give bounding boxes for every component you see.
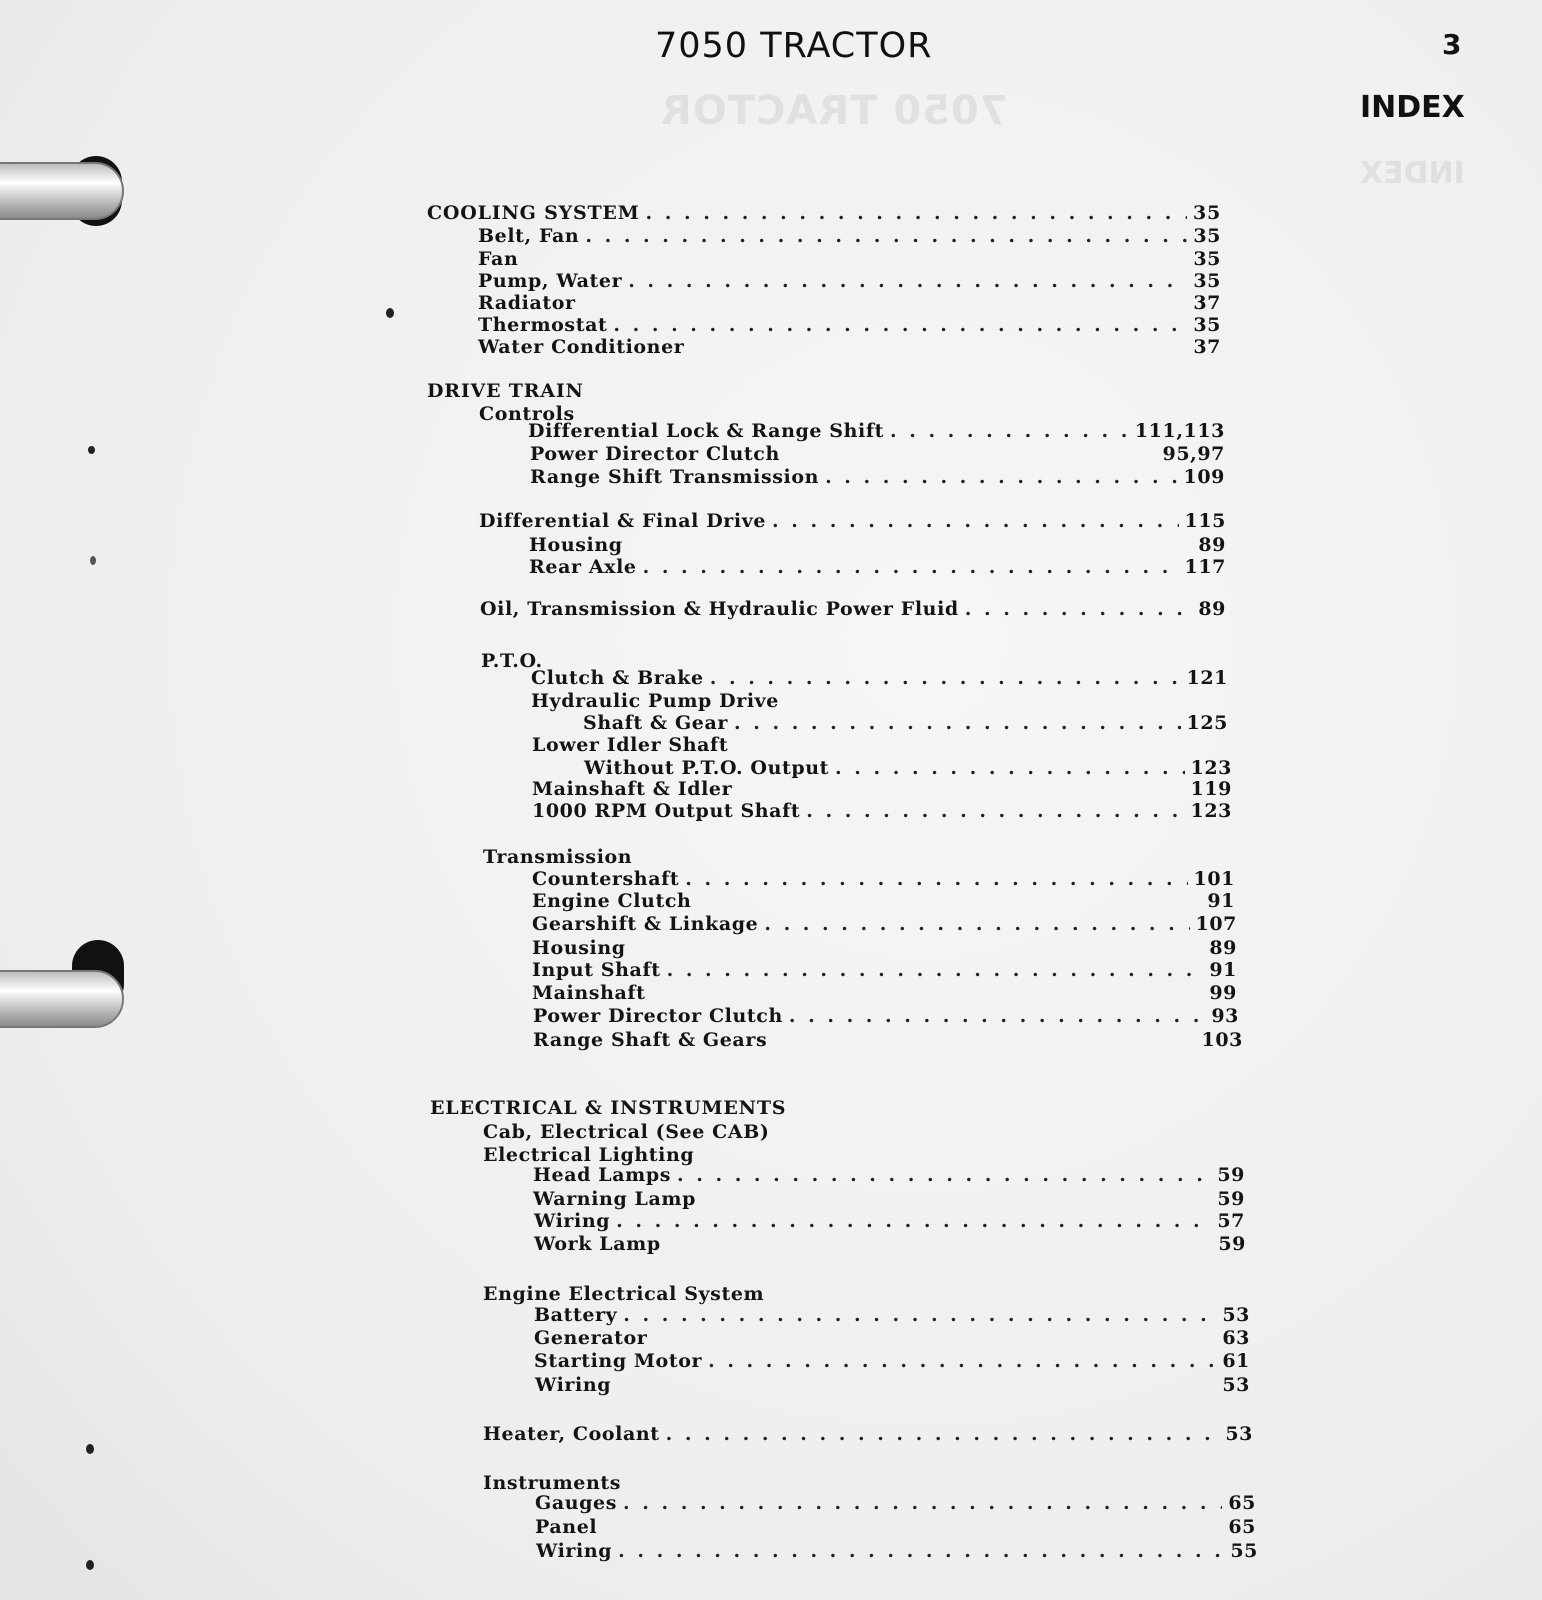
page-ref: 119 bbox=[1190, 778, 1232, 800]
index-subheading-label: Cab, Electrical (See CAB) bbox=[483, 1121, 770, 1143]
section-label: INDEX bbox=[1360, 90, 1465, 125]
dot-leader bbox=[677, 1164, 1211, 1186]
bleed-through-title: 7050 TRACTOR bbox=[660, 88, 1008, 134]
index-entry-label: Power Director Clutch bbox=[533, 1005, 783, 1027]
index-subheading-label: Differential & Final Drive bbox=[479, 510, 767, 532]
dot-leader bbox=[667, 959, 1204, 981]
dot-leader bbox=[890, 420, 1129, 442]
index-entry-label: Belt, Fan bbox=[478, 225, 580, 247]
page-ref: 89 bbox=[1198, 598, 1226, 620]
page-ref: 37 bbox=[1193, 336, 1221, 358]
index-entry bbox=[532, 937, 1237, 961]
index-entry-label: Mainshaft bbox=[532, 982, 646, 1004]
index-entry-label: Shaft & Gear bbox=[583, 712, 729, 734]
index-subheading bbox=[483, 1423, 1253, 1447]
index-entry-label: Water Conditioner bbox=[478, 336, 685, 358]
index-entry-label: Panel bbox=[535, 1516, 598, 1538]
index-entry-label: Without P.T.O. Output bbox=[584, 757, 830, 779]
index-entry bbox=[583, 712, 1228, 736]
page-ref: 117 bbox=[1184, 556, 1226, 578]
index-entry-label: Thermostat bbox=[478, 314, 608, 336]
index-entry-label: Mainshaft & Idler bbox=[532, 778, 733, 800]
index-entry bbox=[532, 800, 1232, 824]
dot-leader bbox=[623, 1492, 1222, 1514]
index-subheading-label: Engine Electrical System bbox=[483, 1283, 765, 1305]
index-heading-electrical-instruments bbox=[430, 1097, 1240, 1121]
index-entry-label: Starting Motor bbox=[534, 1350, 703, 1372]
index-entry bbox=[532, 913, 1237, 937]
page-ref: 37 bbox=[1193, 292, 1221, 314]
index-entry-label: Gearshift & Linkage bbox=[532, 913, 759, 935]
index-entry-label: Work Lamp bbox=[534, 1233, 661, 1255]
index-subheading-label: P.T.O. bbox=[481, 650, 543, 672]
page-ref: 89 bbox=[1209, 937, 1237, 959]
index-entry-label: Rear Axle bbox=[529, 556, 637, 578]
dot-leader bbox=[772, 510, 1178, 532]
index-entry bbox=[478, 225, 1221, 249]
index-entry-label: Fan bbox=[478, 248, 519, 270]
dot-leader bbox=[764, 913, 1189, 935]
index-entry-label: Wiring bbox=[536, 1540, 613, 1562]
index-subheading-label: Transmission bbox=[483, 846, 633, 868]
index-subheading bbox=[483, 846, 1232, 870]
index-entry-label: Warning Lamp bbox=[533, 1188, 697, 1210]
dot-leader bbox=[643, 556, 1179, 578]
page-number: 3 bbox=[1442, 28, 1462, 61]
index-entry-label: Wiring bbox=[534, 1210, 611, 1232]
index-entry bbox=[534, 1350, 1250, 1374]
dot-leader bbox=[710, 667, 1181, 689]
index-heading-label: COOLING SYSTEM bbox=[427, 202, 640, 224]
bleed-through-index: INDEX bbox=[1360, 156, 1465, 191]
index-entry bbox=[532, 778, 1232, 802]
dot-leader bbox=[618, 1540, 1224, 1562]
page-ref: 91 bbox=[1209, 959, 1237, 981]
index-subheading bbox=[483, 1121, 1240, 1145]
index-entry bbox=[531, 667, 1228, 691]
page-title: 7050 TRACTOR bbox=[655, 26, 933, 66]
page-ref: 35 bbox=[1193, 314, 1221, 336]
page-ref: 59 bbox=[1217, 1164, 1245, 1186]
index-entry-label: Generator bbox=[534, 1327, 648, 1349]
index-entry-label: Input Shaft bbox=[532, 959, 661, 981]
index-entry bbox=[534, 1327, 1250, 1351]
page-ref: 123 bbox=[1190, 757, 1232, 779]
index-entry-label: Radiator bbox=[478, 292, 576, 314]
dot-leader bbox=[708, 1350, 1216, 1372]
index-heading-label: ELECTRICAL & INSTRUMENTS bbox=[430, 1097, 787, 1119]
index-subheading-label: Oil, Transmission & Hydraulic Power Fluid bbox=[480, 598, 959, 620]
index-entry bbox=[530, 443, 1225, 467]
index-subheading-label: Heater, Coolant bbox=[483, 1423, 660, 1445]
index-entry-label: Range Shift Transmission bbox=[530, 466, 820, 488]
page-ref: 91 bbox=[1207, 890, 1235, 912]
page-ref: 61 bbox=[1222, 1350, 1250, 1372]
index-entry bbox=[531, 690, 1228, 714]
index-entry bbox=[530, 466, 1225, 490]
index-entry bbox=[529, 556, 1226, 580]
index-entry bbox=[532, 959, 1237, 983]
page-ref: 35 bbox=[1193, 248, 1221, 270]
page-ref: 95,97 bbox=[1162, 443, 1225, 465]
index-entry bbox=[535, 1516, 1256, 1540]
index-entry bbox=[528, 420, 1225, 444]
dot-leader bbox=[965, 598, 1193, 620]
dot-leader bbox=[825, 466, 1177, 488]
page-ref: 103 bbox=[1201, 1029, 1243, 1051]
index-entry bbox=[533, 1029, 1243, 1053]
index-subheading-label: Instruments bbox=[483, 1472, 622, 1494]
index-entry-label: Gauges bbox=[535, 1492, 618, 1514]
index-entry bbox=[533, 1188, 1245, 1212]
index-entry bbox=[532, 982, 1237, 1006]
page-ref: 125 bbox=[1186, 712, 1228, 734]
page-ref: 55 bbox=[1230, 1540, 1258, 1562]
dot-leader bbox=[789, 1005, 1205, 1027]
index-subheading bbox=[479, 510, 1226, 534]
page-ref: 35 bbox=[1192, 202, 1221, 224]
page-ref: 59 bbox=[1218, 1233, 1246, 1255]
index-entry-label: 1000 RPM Output Shaft bbox=[532, 800, 801, 822]
dot-leader bbox=[628, 270, 1187, 292]
index-entry bbox=[532, 890, 1235, 914]
index-entry bbox=[478, 292, 1221, 316]
page-ref: 59 bbox=[1217, 1188, 1245, 1210]
dot-leader bbox=[685, 868, 1187, 890]
page-ref: 111,113 bbox=[1134, 420, 1225, 442]
index-entry bbox=[478, 270, 1221, 294]
index-entry-label: Head Lamps bbox=[533, 1164, 672, 1186]
index-entry-label: Engine Clutch bbox=[532, 890, 692, 912]
index-entry bbox=[478, 314, 1221, 338]
page-ref: 65 bbox=[1228, 1516, 1256, 1538]
index-entry-label: Power Director Clutch bbox=[530, 443, 780, 465]
page-ref: 101 bbox=[1193, 868, 1235, 890]
page-ref: 123 bbox=[1190, 800, 1232, 822]
index-entry-label: Differential Lock & Range Shift bbox=[528, 420, 884, 442]
page-ref: 93 bbox=[1211, 1005, 1239, 1027]
index-entry bbox=[536, 1540, 1258, 1564]
dot-leader bbox=[613, 314, 1187, 336]
index-entry-label: Lower Idler Shaft bbox=[532, 734, 729, 756]
dot-leader bbox=[623, 1304, 1216, 1326]
page-ref: 53 bbox=[1222, 1304, 1250, 1326]
index-entry-label: Countershaft bbox=[532, 868, 680, 890]
page-ref: 89 bbox=[1198, 534, 1226, 556]
index-entry bbox=[532, 734, 1228, 758]
index-heading-label: DRIVE TRAIN bbox=[427, 380, 584, 402]
index-entry bbox=[535, 1374, 1250, 1398]
index-entry bbox=[535, 1492, 1256, 1516]
index-entry-label: Battery bbox=[534, 1304, 618, 1326]
index-entry-label: Hydraulic Pump Drive bbox=[531, 690, 779, 712]
page-ref: 35 bbox=[1193, 225, 1221, 247]
index-entry bbox=[529, 534, 1226, 558]
index-subheading-label: Controls bbox=[479, 403, 575, 425]
page-ref: 109 bbox=[1183, 466, 1225, 488]
page-ref: 53 bbox=[1225, 1423, 1253, 1445]
index-heading-drive-train bbox=[427, 380, 1221, 404]
dot-leader bbox=[666, 1423, 1220, 1445]
index-subheading bbox=[480, 598, 1226, 622]
index-entry bbox=[534, 1233, 1246, 1257]
index-entry bbox=[478, 248, 1221, 272]
index-entry bbox=[534, 1210, 1245, 1234]
dot-leader bbox=[734, 712, 1181, 734]
index-entry bbox=[533, 1005, 1239, 1029]
index-entry-label: Clutch & Brake bbox=[531, 667, 704, 689]
page-ref: 63 bbox=[1222, 1327, 1250, 1349]
index-entry-label: Pump, Water bbox=[478, 270, 623, 292]
index-entry-label: Wiring bbox=[535, 1374, 612, 1396]
page-ref: 53 bbox=[1222, 1374, 1250, 1396]
page-ref: 121 bbox=[1186, 667, 1228, 689]
index-entry-label: Housing bbox=[532, 937, 626, 959]
page-ref: 99 bbox=[1209, 982, 1237, 1004]
index-entry bbox=[532, 868, 1235, 892]
index-entry-label: Range Shaft & Gears bbox=[533, 1029, 768, 1051]
dot-leader bbox=[835, 757, 1184, 779]
page-ref: 115 bbox=[1184, 510, 1226, 532]
dot-leader bbox=[585, 225, 1187, 247]
dot-leader bbox=[806, 800, 1184, 822]
index-entry-label: Housing bbox=[529, 534, 623, 556]
index-heading-cooling-system bbox=[427, 202, 1221, 226]
index-entry bbox=[478, 336, 1221, 360]
dot-leader bbox=[646, 202, 1187, 224]
page-ref: 107 bbox=[1195, 913, 1237, 935]
index-entry bbox=[533, 1164, 1245, 1188]
index-subheading-label: Electrical Lighting bbox=[483, 1144, 695, 1166]
page-ref: 65 bbox=[1228, 1492, 1256, 1514]
index-entry bbox=[534, 1304, 1250, 1328]
dot-leader bbox=[616, 1210, 1211, 1232]
page-ref: 35 bbox=[1193, 270, 1221, 292]
page-ref: 57 bbox=[1217, 1210, 1245, 1232]
